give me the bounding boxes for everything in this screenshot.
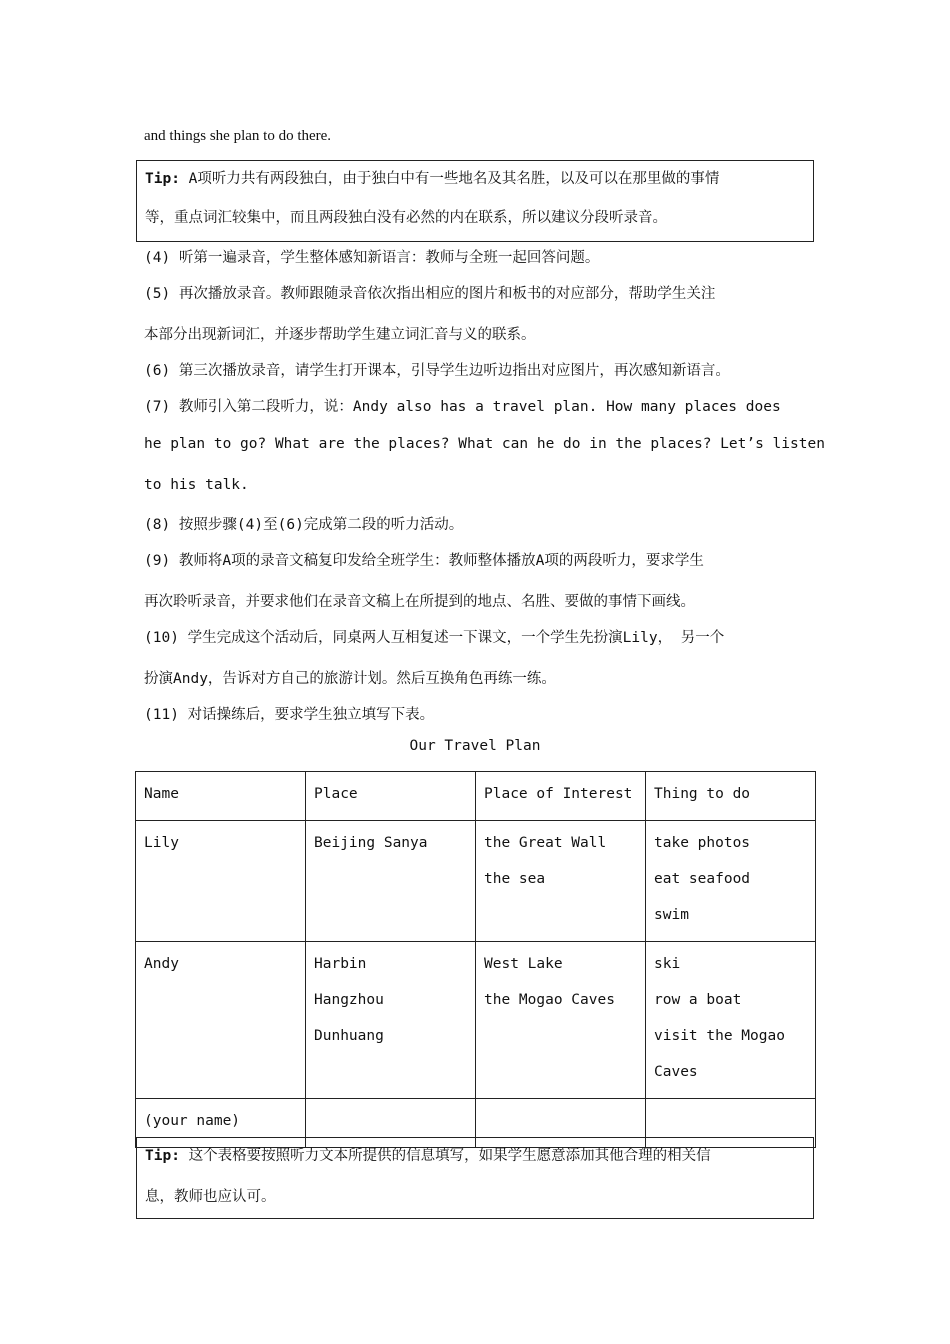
step-11: (11) 对话操练后，要求学生独立填写下表。 <box>144 707 435 723</box>
cell-text: the sea <box>484 871 546 887</box>
row-andy-name <box>136 942 306 1099</box>
tip1-line1 <box>145 167 719 188</box>
cell-text: row a boat <box>654 992 742 1008</box>
row-andy-things <box>646 942 816 1099</box>
cell-text: ski <box>654 956 681 972</box>
tip1-label: Tip: <box>145 171 180 187</box>
header-place-of-interest: Place of Interest <box>476 772 646 821</box>
cell-text: visit the Mogao <box>654 1028 785 1044</box>
step-9-line1: (9) 教师将A项的录音文稿复印发给全班学生：教师整体播放A项的两段听力，要求学生 <box>144 553 704 569</box>
row-lily-place <box>306 821 476 942</box>
step-7-line2: he plan to go? What are the places? What can he do in the places? Let’s listen <box>144 436 825 452</box>
cell-text: eat seafood <box>654 871 751 887</box>
tip-box-1 <box>136 160 814 242</box>
cell-text: the Mogao Caves <box>484 992 615 1008</box>
intro-line: and things she plan to do there. <box>144 128 332 144</box>
step-4: (4) 听第一遍录音，学生整体感知新语言：教师与全班一起回答问题。 <box>144 250 600 266</box>
step-5-line2: 本部分出现新词汇，并逐步帮助学生建立词汇音与义的联系。 <box>144 327 536 343</box>
tip1-text-1: A项听力共有两段独白，由于独白中有一些地名及其名胜，以及可以在那里做的事情 <box>188 171 720 187</box>
step-10-line2: 扮演Andy，告诉对方自己的旅游计划。然后互换角色再练一练。 <box>144 671 556 687</box>
table-row <box>136 942 816 1099</box>
tip2-text-1: 这个表格要按照听力文本所提供的信息填写，如果学生愿意添加其他合理的相关信 <box>188 1148 711 1164</box>
cell-text: the Great Wall <box>484 835 607 851</box>
cell-text: Beijing Sanya <box>314 835 428 851</box>
row-andy-place <box>306 942 476 1099</box>
row-lily-interest <box>476 821 646 942</box>
table-row <box>136 821 816 942</box>
cell-text: Hangzhou <box>314 992 384 1008</box>
step-5-line1: (5) 再次播放录音。教师跟随录音依次指出相应的图片和板书的对应部分，帮助学生关注 <box>144 286 716 302</box>
table-header-row <box>136 772 816 821</box>
travel-plan-table <box>135 771 816 1148</box>
header-place: Place <box>306 772 476 821</box>
table-caption: Our Travel Plan <box>409 738 541 754</box>
cell-text: (your name) <box>144 1113 241 1129</box>
step-6: (6) 第三次播放录音，请学生打开课本，引导学生边听边指出对应图片，再次感知新语言。 <box>144 363 730 379</box>
cell-text: Lily <box>144 835 179 851</box>
cell-text: Andy <box>144 956 179 972</box>
row-lily-things <box>646 821 816 942</box>
header-thing-to-do: Thing to do <box>646 772 816 821</box>
row-andy-interest <box>476 942 646 1099</box>
row-lily-name <box>136 821 306 942</box>
cell-text: swim <box>654 907 689 923</box>
step-7-line3: to his talk. <box>144 477 249 493</box>
tip2-line2: 息，教师也应认可。 <box>145 1189 276 1205</box>
tip2-label: Tip: <box>145 1148 180 1164</box>
cell-text: take photos <box>654 835 751 851</box>
cell-text: Harbin <box>314 956 367 972</box>
step-7-line1: (7) 教师引入第二段听力，说：Andy also has a travel plan. How many places does <box>144 399 781 415</box>
tip-box-2 <box>136 1137 814 1219</box>
step-9-line2: 再次聆听录音，并要求他们在录音文稿上在所提到的地点、名胜、要做的事情下画线。 <box>144 594 695 610</box>
tip1-line2: 等，重点词汇较集中，而且两段独白没有必然的内在联系，所以建议分段听录音。 <box>145 210 667 226</box>
cell-text: Dunhuang <box>314 1028 384 1044</box>
header-name: Name <box>136 772 306 821</box>
cell-text: West Lake <box>484 956 563 972</box>
step-8: (8) 按照步骤(4)至(6)完成第二段的听力活动。 <box>144 517 464 533</box>
step-10-line1: (10) 学生完成这个活动后，同桌两人互相复述一下课文，一个学生先扮演Lily， 另一个 <box>144 630 725 646</box>
cell-text: Caves <box>654 1064 698 1080</box>
tip2-line1 <box>145 1144 711 1165</box>
